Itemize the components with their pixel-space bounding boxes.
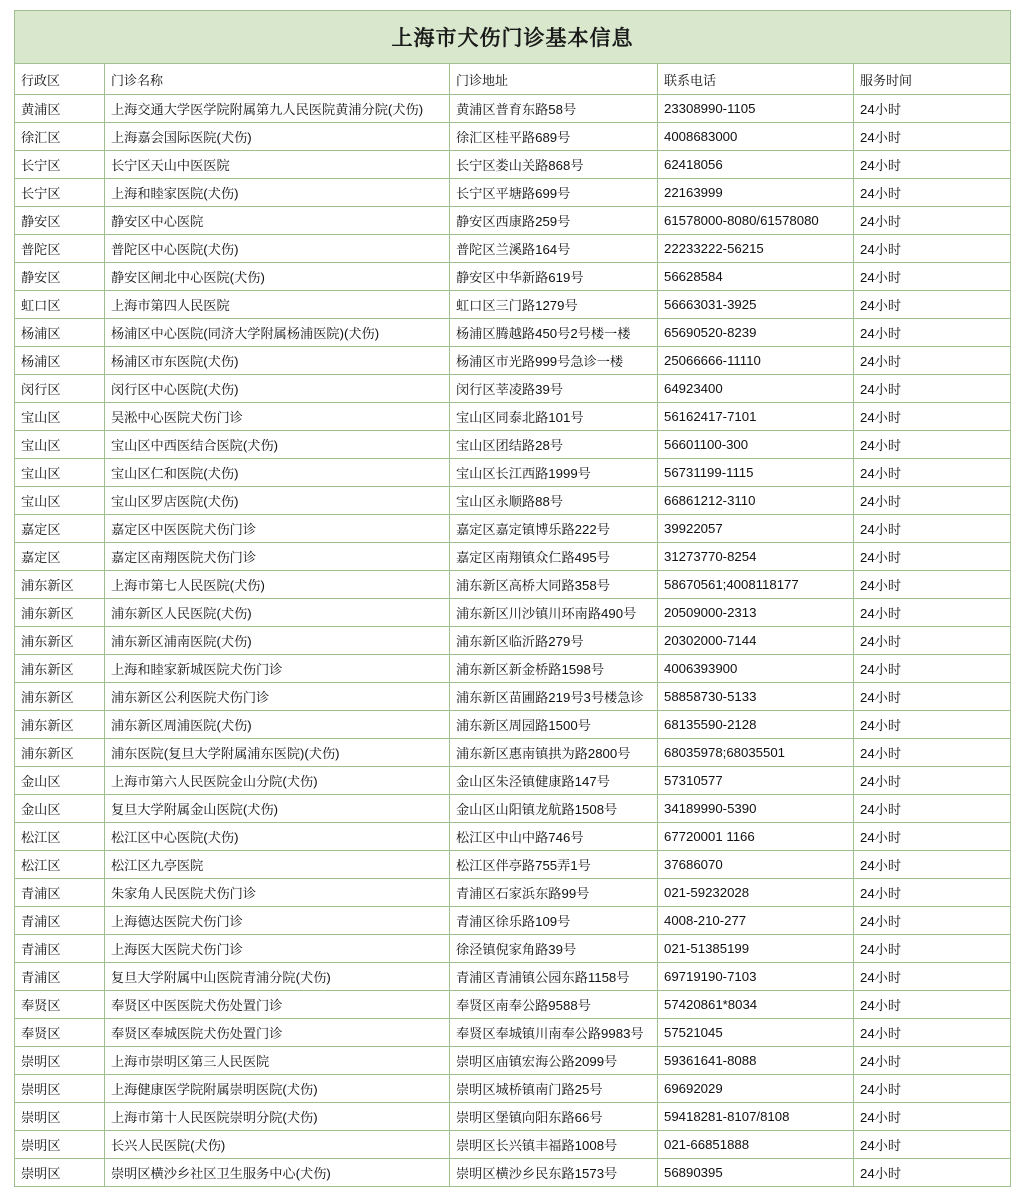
cell-hours: 24小时 <box>854 599 1011 627</box>
cell-clinic-name: 上海市第十人民医院崇明分院(犬伤) <box>105 1103 450 1131</box>
cell-clinic-name: 奉贤区奉城医院犬伤处置门诊 <box>105 1019 450 1047</box>
cell-district: 金山区 <box>15 767 105 795</box>
cell-district: 宝山区 <box>15 431 105 459</box>
cell-district: 静安区 <box>15 263 105 291</box>
cell-address: 奉贤区奉城镇川南奉公路9983号 <box>450 1019 658 1047</box>
cell-district: 崇明区 <box>15 1131 105 1159</box>
table-row <box>15 151 1011 179</box>
cell-hours: 24小时 <box>854 935 1011 963</box>
cell-hours: 24小时 <box>854 487 1011 515</box>
cell-address: 虹口区三门路1279号 <box>450 291 658 319</box>
cell-address: 青浦区石家浜东路99号 <box>450 879 658 907</box>
cell-district: 静安区 <box>15 207 105 235</box>
cell-phone: 56890395 <box>658 1159 854 1187</box>
cell-phone: 22163999 <box>658 179 854 207</box>
cell-clinic-name: 上海德达医院犬伤门诊 <box>105 907 450 935</box>
table-body <box>15 95 1011 1187</box>
cell-district: 浦东新区 <box>15 627 105 655</box>
table-row <box>15 235 1011 263</box>
cell-phone: 64923400 <box>658 375 854 403</box>
cell-clinic-name: 浦东医院(复旦大学附属浦东医院)(犬伤) <box>105 739 450 767</box>
column-header-phone: 联系电话 <box>658 64 854 95</box>
cell-address: 浦东新区惠南镇拱为路2800号 <box>450 739 658 767</box>
cell-address: 浦东新区川沙镇川环南路490号 <box>450 599 658 627</box>
cell-address: 金山区朱泾镇健康路147号 <box>450 767 658 795</box>
cell-hours: 24小时 <box>854 403 1011 431</box>
cell-district: 杨浦区 <box>15 347 105 375</box>
cell-clinic-name: 上海和睦家新城医院犬伤门诊 <box>105 655 450 683</box>
cell-hours: 24小时 <box>854 1019 1011 1047</box>
table-row <box>15 95 1011 123</box>
cell-district: 奉贤区 <box>15 1019 105 1047</box>
cell-clinic-name: 奉贤区中医医院犬伤处置门诊 <box>105 991 450 1019</box>
cell-phone: 65690520-8239 <box>658 319 854 347</box>
cell-hours: 24小时 <box>854 1103 1011 1131</box>
table-row <box>15 963 1011 991</box>
cell-district: 黄浦区 <box>15 95 105 123</box>
cell-district: 虹口区 <box>15 291 105 319</box>
cell-hours: 24小时 <box>854 431 1011 459</box>
cell-hours: 24小时 <box>854 347 1011 375</box>
cell-hours: 24小时 <box>854 655 1011 683</box>
cell-district: 长宁区 <box>15 179 105 207</box>
cell-hours: 24小时 <box>854 991 1011 1019</box>
cell-district: 松江区 <box>15 851 105 879</box>
cell-clinic-name: 浦东新区人民医院(犬伤) <box>105 599 450 627</box>
table-row <box>15 739 1011 767</box>
cell-clinic-name: 上海市崇明区第三人民医院 <box>105 1047 450 1075</box>
table-row <box>15 935 1011 963</box>
cell-hours: 24小时 <box>854 95 1011 123</box>
cell-phone: 57310577 <box>658 767 854 795</box>
cell-phone: 021-51385199 <box>658 935 854 963</box>
cell-address: 长宁区平塘路699号 <box>450 179 658 207</box>
table-row <box>15 347 1011 375</box>
cell-address: 黄浦区普育东路58号 <box>450 95 658 123</box>
table-row <box>15 823 1011 851</box>
clinic-info-table <box>14 10 1011 1187</box>
cell-phone: 68035978;68035501 <box>658 739 854 767</box>
cell-phone: 69692029 <box>658 1075 854 1103</box>
cell-district: 浦东新区 <box>15 683 105 711</box>
cell-hours: 24小时 <box>854 1159 1011 1187</box>
cell-phone: 021-66851888 <box>658 1131 854 1159</box>
column-header-district: 行政区 <box>15 64 105 95</box>
cell-hours: 24小时 <box>854 375 1011 403</box>
table-row <box>15 1075 1011 1103</box>
cell-district: 青浦区 <box>15 935 105 963</box>
cell-clinic-name: 上海市第七人民医院(犬伤) <box>105 571 450 599</box>
table-row <box>15 403 1011 431</box>
cell-clinic-name: 嘉定区中医医院犬伤门诊 <box>105 515 450 543</box>
cell-address: 嘉定区嘉定镇博乐路222号 <box>450 515 658 543</box>
table-row <box>15 431 1011 459</box>
table-row <box>15 655 1011 683</box>
table-row <box>15 795 1011 823</box>
cell-district: 徐汇区 <box>15 123 105 151</box>
cell-district: 浦东新区 <box>15 739 105 767</box>
cell-address: 长宁区娄山关路868号 <box>450 151 658 179</box>
cell-district: 浦东新区 <box>15 599 105 627</box>
cell-address: 普陀区兰溪路164号 <box>450 235 658 263</box>
cell-hours: 24小时 <box>854 879 1011 907</box>
cell-district: 浦东新区 <box>15 711 105 739</box>
cell-address: 崇明区城桥镇南门路25号 <box>450 1075 658 1103</box>
cell-phone: 25066666-11110 <box>658 347 854 375</box>
table-row <box>15 515 1011 543</box>
table-row <box>15 291 1011 319</box>
cell-hours: 24小时 <box>854 795 1011 823</box>
cell-district: 宝山区 <box>15 403 105 431</box>
cell-address: 浦东新区新金桥路1598号 <box>450 655 658 683</box>
cell-address: 浦东新区临沂路279号 <box>450 627 658 655</box>
cell-phone: 22233222-56215 <box>658 235 854 263</box>
cell-hours: 24小时 <box>854 627 1011 655</box>
cell-district: 奉贤区 <box>15 991 105 1019</box>
cell-address: 青浦区青浦镇公园东路1158号 <box>450 963 658 991</box>
cell-address: 浦东新区周园路1500号 <box>450 711 658 739</box>
cell-address: 松江区中山中路746号 <box>450 823 658 851</box>
cell-clinic-name: 上海嘉会国际医院(犬伤) <box>105 123 450 151</box>
cell-district: 崇明区 <box>15 1103 105 1131</box>
cell-phone: 37686070 <box>658 851 854 879</box>
cell-hours: 24小时 <box>854 515 1011 543</box>
cell-phone: 4008-210-277 <box>658 907 854 935</box>
cell-clinic-name: 宝山区罗店医院(犬伤) <box>105 487 450 515</box>
cell-district: 青浦区 <box>15 907 105 935</box>
cell-clinic-name: 复旦大学附属金山医院(犬伤) <box>105 795 450 823</box>
cell-clinic-name: 松江区九亭医院 <box>105 851 450 879</box>
cell-hours: 24小时 <box>854 123 1011 151</box>
cell-district: 嘉定区 <box>15 515 105 543</box>
cell-clinic-name: 上海市第四人民医院 <box>105 291 450 319</box>
table-row <box>15 1103 1011 1131</box>
cell-hours: 24小时 <box>854 683 1011 711</box>
cell-clinic-name: 上海和睦家医院(犬伤) <box>105 179 450 207</box>
cell-clinic-name: 上海健康医学院附属崇明医院(犬伤) <box>105 1075 450 1103</box>
cell-hours: 24小时 <box>854 207 1011 235</box>
cell-address: 崇明区堡镇向阳东路66号 <box>450 1103 658 1131</box>
cell-hours: 24小时 <box>854 235 1011 263</box>
column-header-clinic-name: 门诊名称 <box>105 64 450 95</box>
cell-clinic-name: 杨浦区市东医院(犬伤) <box>105 347 450 375</box>
cell-phone: 57521045 <box>658 1019 854 1047</box>
table-row <box>15 599 1011 627</box>
cell-address: 浦东新区苗圃路219号3号楼急诊 <box>450 683 658 711</box>
cell-phone: 39922057 <box>658 515 854 543</box>
cell-hours: 24小时 <box>854 1131 1011 1159</box>
table-row <box>15 319 1011 347</box>
column-header-hours: 服务时间 <box>854 64 1011 95</box>
cell-hours: 24小时 <box>854 179 1011 207</box>
cell-address: 宝山区长江西路1999号 <box>450 459 658 487</box>
cell-hours: 24小时 <box>854 1047 1011 1075</box>
column-header-address: 门诊地址 <box>450 64 658 95</box>
table-row <box>15 263 1011 291</box>
cell-address: 杨浦区腾越路450号2号楼一楼 <box>450 319 658 347</box>
cell-address: 闵行区莘凌路39号 <box>450 375 658 403</box>
cell-clinic-name: 上海医大医院犬伤门诊 <box>105 935 450 963</box>
cell-phone: 20302000-7144 <box>658 627 854 655</box>
cell-clinic-name: 上海市第六人民医院金山分院(犬伤) <box>105 767 450 795</box>
cell-clinic-name: 浦东新区浦南医院(犬伤) <box>105 627 450 655</box>
table-row <box>15 1019 1011 1047</box>
table-row <box>15 207 1011 235</box>
cell-phone: 59361641-8088 <box>658 1047 854 1075</box>
cell-phone: 4006393900 <box>658 655 854 683</box>
cell-phone: 67720001 1166 <box>658 823 854 851</box>
cell-district: 闵行区 <box>15 375 105 403</box>
table-row <box>15 907 1011 935</box>
cell-phone: 20509000-2313 <box>658 599 854 627</box>
cell-phone: 4008683000 <box>658 123 854 151</box>
cell-phone: 69719190-7103 <box>658 963 854 991</box>
cell-phone: 56628584 <box>658 263 854 291</box>
table-row <box>15 1131 1011 1159</box>
cell-address: 杨浦区市光路999号急诊一楼 <box>450 347 658 375</box>
cell-phone: 58670561;4008118177 <box>658 571 854 599</box>
cell-address: 浦东新区高桥大同路358号 <box>450 571 658 599</box>
table-row <box>15 487 1011 515</box>
cell-hours: 24小时 <box>854 907 1011 935</box>
table-row <box>15 627 1011 655</box>
cell-phone: 56731199-1115 <box>658 459 854 487</box>
cell-phone: 56601100-300 <box>658 431 854 459</box>
cell-hours: 24小时 <box>854 291 1011 319</box>
cell-clinic-name: 长宁区天山中医医院 <box>105 151 450 179</box>
cell-district: 宝山区 <box>15 487 105 515</box>
cell-phone: 59418281-8107/8108 <box>658 1103 854 1131</box>
cell-hours: 24小时 <box>854 1075 1011 1103</box>
table-row <box>15 459 1011 487</box>
cell-clinic-name: 静安区中心医院 <box>105 207 450 235</box>
cell-address: 宝山区同泰北路101号 <box>450 403 658 431</box>
cell-phone: 58858730-5133 <box>658 683 854 711</box>
cell-phone: 31273770-8254 <box>658 543 854 571</box>
cell-address: 徐泾镇倪家角路39号 <box>450 935 658 963</box>
cell-district: 杨浦区 <box>15 319 105 347</box>
cell-clinic-name: 闵行区中心医院(犬伤) <box>105 375 450 403</box>
cell-address: 宝山区永顺路88号 <box>450 487 658 515</box>
cell-phone: 021-59232028 <box>658 879 854 907</box>
cell-district: 长宁区 <box>15 151 105 179</box>
cell-address: 宝山区团结路28号 <box>450 431 658 459</box>
cell-address: 松江区伴亭路755弄1号 <box>450 851 658 879</box>
cell-phone: 34189990-5390 <box>658 795 854 823</box>
cell-district: 浦东新区 <box>15 655 105 683</box>
cell-clinic-name: 长兴人民医院(犬伤) <box>105 1131 450 1159</box>
table-row <box>15 851 1011 879</box>
cell-clinic-name: 浦东新区公利医院犬伤门诊 <box>105 683 450 711</box>
cell-clinic-name: 宝山区中西医结合医院(犬伤) <box>105 431 450 459</box>
table-row <box>15 683 1011 711</box>
cell-district: 浦东新区 <box>15 571 105 599</box>
cell-address: 崇明区庙镇宏海公路2099号 <box>450 1047 658 1075</box>
table-row <box>15 571 1011 599</box>
cell-address: 徐汇区桂平路689号 <box>450 123 658 151</box>
cell-hours: 24小时 <box>854 851 1011 879</box>
cell-address: 嘉定区南翔镇众仁路495号 <box>450 543 658 571</box>
cell-clinic-name: 上海交通大学医学院附属第九人民医院黄浦分院(犬伤) <box>105 95 450 123</box>
cell-hours: 24小时 <box>854 263 1011 291</box>
cell-district: 崇明区 <box>15 1047 105 1075</box>
cell-phone: 62418056 <box>658 151 854 179</box>
cell-clinic-name: 杨浦区中心医院(同济大学附属杨浦医院)(犬伤) <box>105 319 450 347</box>
cell-clinic-name: 朱家角人民医院犬伤门诊 <box>105 879 450 907</box>
header-row <box>15 64 1011 95</box>
cell-district: 松江区 <box>15 823 105 851</box>
cell-phone: 66861212-3110 <box>658 487 854 515</box>
cell-clinic-name: 宝山区仁和医院(犬伤) <box>105 459 450 487</box>
cell-hours: 24小时 <box>854 823 1011 851</box>
table-row <box>15 879 1011 907</box>
table-row <box>15 767 1011 795</box>
table-row <box>15 1159 1011 1187</box>
title-row <box>15 11 1011 64</box>
table-row <box>15 1047 1011 1075</box>
cell-clinic-name: 复旦大学附属中山医院青浦分院(犬伤) <box>105 963 450 991</box>
cell-hours: 24小时 <box>854 963 1011 991</box>
cell-hours: 24小时 <box>854 459 1011 487</box>
cell-clinic-name: 普陀区中心医院(犬伤) <box>105 235 450 263</box>
cell-address: 崇明区横沙乡民东路1573号 <box>450 1159 658 1187</box>
cell-district: 宝山区 <box>15 459 105 487</box>
cell-hours: 24小时 <box>854 543 1011 571</box>
cell-clinic-name: 浦东新区周浦医院(犬伤) <box>105 711 450 739</box>
cell-hours: 24小时 <box>854 739 1011 767</box>
cell-district: 金山区 <box>15 795 105 823</box>
table-row <box>15 375 1011 403</box>
cell-address: 静安区西康路259号 <box>450 207 658 235</box>
cell-address: 静安区中华新路619号 <box>450 263 658 291</box>
cell-hours: 24小时 <box>854 571 1011 599</box>
cell-phone: 61578000-8080/61578080 <box>658 207 854 235</box>
cell-clinic-name: 嘉定区南翔医院犬伤门诊 <box>105 543 450 571</box>
cell-phone: 56663031-3925 <box>658 291 854 319</box>
table-row <box>15 179 1011 207</box>
cell-district: 普陀区 <box>15 235 105 263</box>
page-title: 上海市犬伤门诊基本信息 <box>15 11 1011 64</box>
cell-district: 嘉定区 <box>15 543 105 571</box>
cell-hours: 24小时 <box>854 151 1011 179</box>
cell-address: 金山区山阳镇龙航路1508号 <box>450 795 658 823</box>
cell-clinic-name: 静安区闸北中心医院(犬伤) <box>105 263 450 291</box>
cell-district: 崇明区 <box>15 1075 105 1103</box>
cell-district: 青浦区 <box>15 879 105 907</box>
cell-phone: 68135590-2128 <box>658 711 854 739</box>
cell-hours: 24小时 <box>854 711 1011 739</box>
cell-district: 青浦区 <box>15 963 105 991</box>
cell-address: 崇明区长兴镇丰福路1008号 <box>450 1131 658 1159</box>
cell-phone: 56162417-7101 <box>658 403 854 431</box>
cell-phone: 57420861*8034 <box>658 991 854 1019</box>
table-row <box>15 543 1011 571</box>
cell-hours: 24小时 <box>854 319 1011 347</box>
cell-address: 青浦区徐乐路109号 <box>450 907 658 935</box>
table-row <box>15 991 1011 1019</box>
cell-address: 奉贤区南奉公路9588号 <box>450 991 658 1019</box>
cell-phone: 23308990-1105 <box>658 95 854 123</box>
cell-hours: 24小时 <box>854 767 1011 795</box>
cell-clinic-name: 松江区中心医院(犬伤) <box>105 823 450 851</box>
table-row <box>15 711 1011 739</box>
cell-district: 崇明区 <box>15 1159 105 1187</box>
cell-clinic-name: 崇明区横沙乡社区卫生服务中心(犬伤) <box>105 1159 450 1187</box>
cell-clinic-name: 吴淞中心医院犬伤门诊 <box>105 403 450 431</box>
table-row <box>15 123 1011 151</box>
